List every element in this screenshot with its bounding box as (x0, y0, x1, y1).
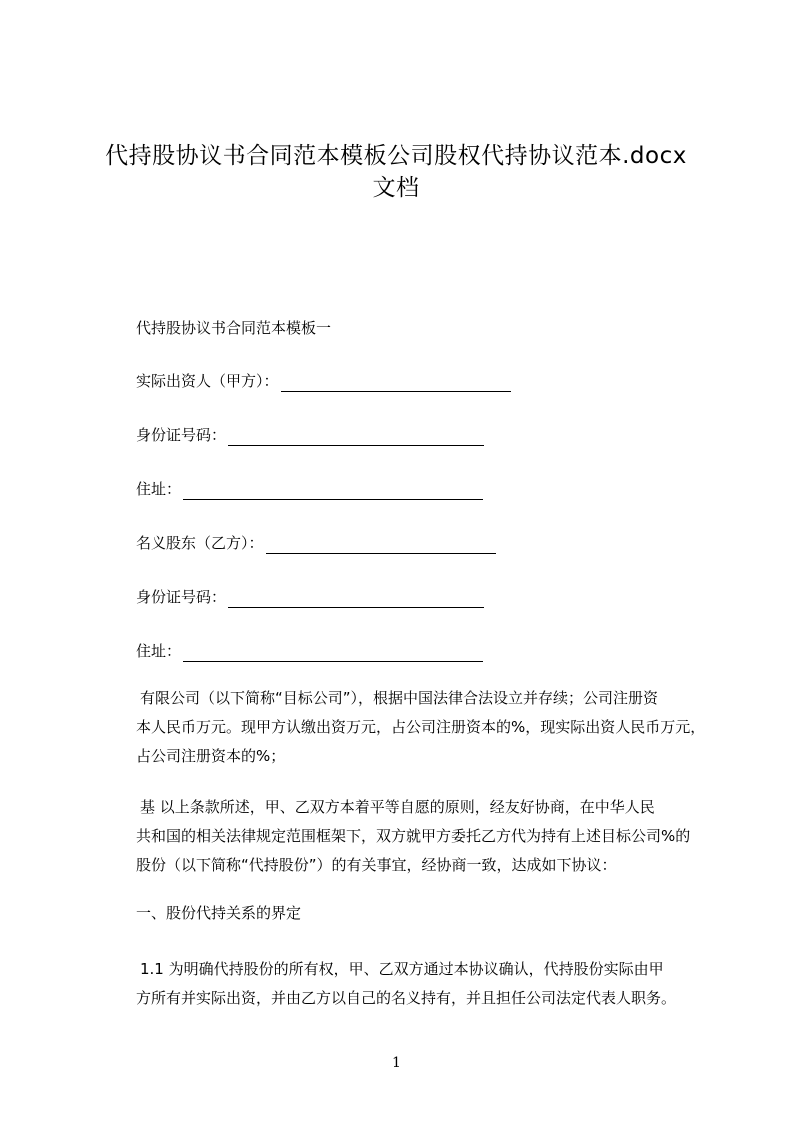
fill-blank (228, 429, 484, 446)
fill-blank (183, 483, 483, 500)
clause-1-1 (136, 955, 714, 1013)
paragraph-line: 1.1 为明确代持股份的所有权，甲、乙双方通过本协议确认，代持股份实际由甲 (140, 960, 664, 978)
paragraph-line: 占公司注册资本的%； (136, 747, 286, 765)
document-title (96, 140, 696, 204)
field-actual-investor (136, 370, 511, 392)
field-nominal-shareholder (136, 532, 496, 554)
field-label: 住址： (136, 480, 182, 498)
title-line-1: 代持股协议书合同范本模板公司股权代持协议范本.docx (105, 143, 687, 169)
page-number: 1 (392, 1055, 401, 1071)
fill-blank (228, 591, 484, 608)
field-address-b (136, 640, 483, 662)
field-id-number-a (136, 424, 484, 446)
field-label: 身份证号码： (136, 588, 227, 606)
paragraph-line: 有限公司（以下简称“目标公司”），根据中国法律合法设立并存续；公司注册资 (140, 689, 659, 707)
paragraph-line: 本人民币万元。现甲方认缴出资万元，占公司注册资本的%，现实际出资人民币万元， (136, 718, 706, 736)
paragraph-line: 方所有并实际出资，并由乙方以自己的名义持有，并且担任公司法定代表人职务。 (136, 989, 677, 1007)
paragraph-line: 共和国的相关法律规定范围框架下，双方就甲方委托乙方代为持有上述目标公司%的 (136, 827, 691, 845)
fill-blank (281, 375, 511, 392)
template-heading: 代持股协议书合同范本模板一 (136, 319, 332, 337)
fill-blank (266, 537, 496, 554)
paragraph-line: 股份（以下简称“代持股份”）的有关事宜，经协商一致，达成如下协议： (136, 856, 617, 874)
field-label: 住址： (136, 642, 182, 660)
paragraph-line: 基 以上条款所述，甲、乙双方本着平等自愿的原则，经友好协商，在中华人民 (140, 798, 655, 816)
title-line-2: 文档 (372, 175, 420, 201)
paragraph-company-info (136, 684, 714, 771)
section-heading: 一、股份代持关系的界定 (136, 904, 302, 922)
fill-blank (183, 645, 483, 662)
field-label: 名义股东（乙方）： (136, 534, 264, 552)
field-id-number-b (136, 586, 484, 608)
paragraph-agreement-basis (136, 793, 714, 880)
field-label: 身份证号码： (136, 426, 227, 444)
field-address-a (136, 478, 483, 500)
field-label: 实际出资人（甲方）： (136, 372, 279, 390)
